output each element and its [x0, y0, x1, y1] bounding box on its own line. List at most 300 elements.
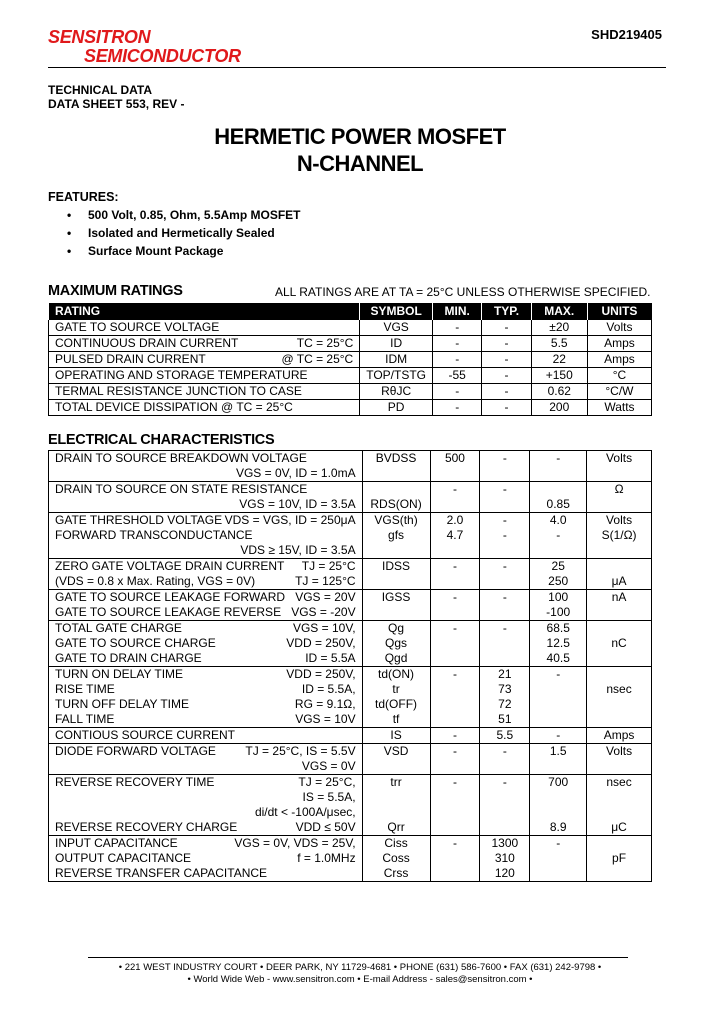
max-value: 12.5	[546, 636, 570, 650]
test-condition: VGS = 0V, ID = 1.0mA	[235, 466, 356, 480]
min-value: -	[452, 728, 457, 742]
parameter-label: DIODE FORWARD VOLTAGE	[55, 744, 216, 758]
table-row	[49, 513, 652, 559]
typ-value: 21	[498, 667, 512, 681]
units-cell	[587, 667, 652, 728]
symbol-value: Qg	[388, 621, 405, 635]
test-condition: VGS = 0V	[301, 759, 356, 773]
test-condition: ID = 5.5A	[305, 651, 356, 665]
parameter-label: DRAIN TO SOURCE BREAKDOWN VOLTAGE	[55, 451, 307, 465]
test-condition: VGS = 20V	[295, 590, 356, 604]
symbol-value	[369, 805, 424, 820]
column-header: UNITS	[587, 304, 651, 320]
min-value: -	[452, 621, 457, 635]
max-value: 700	[548, 775, 569, 789]
parameter-line	[55, 605, 356, 620]
min-cell	[430, 482, 480, 513]
units-cell	[587, 482, 652, 513]
typ-cell: -	[482, 336, 531, 352]
table-row	[49, 775, 652, 836]
max-value: 0.85	[546, 497, 570, 511]
symbol-cell: PD	[360, 400, 433, 416]
units-value: Volts	[606, 451, 633, 465]
table-row	[49, 368, 652, 384]
typ-cell	[480, 482, 530, 513]
symbol-cell	[362, 836, 430, 882]
units-value: Volts	[606, 744, 633, 758]
max-value: 1.5	[549, 744, 567, 758]
tech-data-block	[48, 83, 184, 111]
symbol-cell	[362, 590, 430, 621]
symbol-value: IGSS	[381, 590, 411, 604]
parameter-cell	[49, 590, 363, 621]
data-sheet-revision: DATA SHEET 553, REV -	[48, 97, 185, 111]
feature-item: • 500 Volt, 0.85, Ohm, 5.5Amp MOSFET	[88, 208, 301, 222]
max-value: 100	[548, 590, 569, 604]
max-cell	[530, 728, 587, 744]
table-row	[49, 451, 652, 482]
min-value: -	[452, 482, 457, 496]
test-condition: f = 1.0MHz	[297, 851, 356, 865]
company-logo-line1: SENSITRON	[48, 27, 151, 47]
electrical-heading: ELECTRICAL CHARACTERISTICS	[48, 432, 275, 448]
symbol-value: Qgs	[385, 636, 408, 650]
parameter-line	[55, 590, 356, 605]
rating-cell	[49, 400, 360, 416]
symbol-value: Crss	[383, 866, 409, 880]
typ-cell: -	[482, 352, 531, 368]
table-row	[49, 667, 652, 728]
test-condition: TJ = 25°C,	[298, 775, 356, 789]
max-value: -	[556, 836, 561, 850]
typ-cell: -	[482, 384, 531, 400]
min-cell: -55	[433, 368, 482, 384]
parameter-line	[55, 667, 356, 682]
symbol-value: gfs	[388, 528, 405, 542]
max-ratings-table	[48, 303, 652, 416]
units-cell: Watts	[587, 400, 651, 416]
units-cell	[587, 559, 652, 590]
symbol-cell	[362, 621, 430, 667]
typ-cell	[480, 559, 530, 590]
parameter-cell	[49, 744, 363, 775]
symbol-value: Qrr	[387, 820, 405, 834]
footer-address: • 221 WEST INDUSTRY COURT • DEER PARK, NY 11729-4681 • PHONE (631) 586-7600 • FAX (631) 242-9798 •	[118, 962, 602, 973]
table-row	[49, 559, 652, 590]
parameter-line	[55, 712, 356, 727]
min-cell	[430, 775, 480, 836]
typ-value: 1300	[491, 836, 519, 850]
min-value: 2.0	[446, 513, 464, 527]
max-value: -	[556, 667, 561, 681]
typ-cell	[480, 728, 530, 744]
min-value: -	[452, 559, 457, 573]
symbol-value: tr	[392, 682, 400, 696]
parameter-label: TURN OFF DELAY TIME	[55, 697, 190, 711]
min-cell	[430, 513, 480, 559]
min-value: 500	[444, 451, 465, 465]
feature-item: • Surface Mount Package	[88, 244, 223, 258]
parameter-label: GATE THRESHOLD VOLTAGE	[55, 513, 223, 527]
parameter-line	[55, 775, 356, 790]
typ-value: -	[502, 528, 507, 542]
typ-value: 72	[498, 697, 512, 711]
rating-label: TOTAL DEVICE DISSIPATION @ TC = 25°C	[55, 400, 293, 414]
symbol-cell	[362, 513, 430, 559]
table-row	[49, 482, 652, 513]
units-cell	[587, 590, 652, 621]
min-value: -	[452, 836, 457, 850]
table-row	[49, 728, 652, 744]
typ-cell	[480, 744, 530, 775]
units-value: μA	[611, 574, 627, 588]
parameter-cell	[49, 482, 363, 513]
symbol-cell: TOP/TSTG	[360, 368, 433, 384]
symbol-value: IDSS	[382, 559, 411, 573]
parameter-label: OUTPUT CAPACITANCE	[55, 851, 192, 865]
page-title: HERMETIC POWER MOSFET	[214, 124, 506, 149]
part-number: SHD219405	[591, 27, 662, 42]
parameter-line	[55, 513, 356, 528]
symbol-cell: ID	[360, 336, 433, 352]
table-row	[49, 744, 652, 775]
symbol-value: VGS(th)	[374, 513, 418, 527]
units-cell: °C	[587, 368, 651, 384]
typ-value: -	[502, 775, 507, 789]
parameter-line	[55, 805, 356, 820]
symbol-cell	[362, 482, 430, 513]
feature-item: • Isolated and Hermetically Sealed	[88, 226, 275, 240]
parameter-line	[55, 482, 356, 497]
parameter-cell	[49, 775, 363, 836]
units-value: nsec	[606, 775, 632, 789]
parameter-line	[55, 836, 356, 851]
parameter-label: INPUT CAPACITANCE	[55, 836, 178, 850]
parameter-line	[55, 451, 356, 466]
test-condition: VGS = -20V	[291, 605, 356, 619]
parameter-line	[55, 744, 356, 759]
column-header: MIN.	[433, 304, 482, 320]
units-cell	[587, 451, 652, 482]
parameter-cell	[49, 621, 363, 667]
max-cell	[530, 513, 587, 559]
parameter-line	[55, 543, 356, 558]
parameter-label: (VDS = 0.8 x Max. Rating, VGS = 0V)	[55, 574, 256, 588]
units-value	[593, 621, 645, 636]
symbol-cell	[362, 728, 430, 744]
max-cell: 200	[531, 400, 587, 416]
units-cell	[587, 744, 652, 775]
parameter-line	[55, 866, 356, 881]
units-cell: Amps	[587, 336, 651, 352]
test-condition: TJ = 125°C	[295, 574, 356, 588]
typ-cell	[480, 621, 530, 667]
typ-value: -	[502, 744, 507, 758]
typ-cell	[480, 451, 530, 482]
max-cell: 5.5	[531, 336, 587, 352]
max-ratings-heading: MAXIMUM RATINGS	[48, 283, 183, 299]
typ-cell	[480, 590, 530, 621]
units-cell	[587, 775, 652, 836]
column-header: MAX.	[531, 304, 587, 320]
table-row	[49, 320, 652, 336]
max-cell: ±20	[531, 320, 587, 336]
min-cell	[430, 559, 480, 590]
units-cell	[587, 621, 652, 667]
min-cell: -	[433, 336, 482, 352]
symbol-cell: RθJC	[360, 384, 433, 400]
footer-divider	[88, 957, 628, 958]
max-cell	[530, 590, 587, 621]
table-row	[49, 352, 652, 368]
min-value: -	[452, 667, 457, 681]
test-condition: IS = 5.5A,	[302, 790, 356, 804]
max-cell	[530, 482, 587, 513]
rating-condition: TC = 25°C	[296, 336, 354, 350]
parameter-label: REVERSE RECOVERY TIME	[55, 775, 215, 789]
units-value: S(1/Ω)	[601, 528, 637, 542]
parameter-label: RISE TIME	[55, 682, 115, 696]
company-logo-line2: SEMICONDUCTOR	[84, 46, 241, 66]
typ-cell	[480, 513, 530, 559]
parameter-line	[55, 621, 356, 636]
rating-cell	[49, 384, 360, 400]
parameter-cell	[49, 559, 363, 590]
units-value: nsec	[606, 682, 632, 696]
table-row	[49, 590, 652, 621]
symbol-value: BVDSS	[375, 451, 417, 465]
min-cell: -	[433, 352, 482, 368]
table-row	[49, 836, 652, 882]
symbol-value: Coss	[382, 851, 410, 865]
table-header-row	[49, 304, 652, 320]
symbol-value: tf	[392, 712, 400, 726]
symbol-value: IS	[390, 728, 402, 742]
symbol-value: RDS(ON)	[370, 497, 422, 511]
parameter-line	[55, 466, 356, 481]
table-row	[49, 400, 652, 416]
max-cell: +150	[531, 368, 587, 384]
symbol-value: td(ON)	[378, 667, 415, 681]
parameter-label: GATE TO SOURCE LEAKAGE FORWARD	[55, 590, 286, 604]
test-condition: VGS = 0V, VDS = 25V,	[234, 836, 356, 850]
typ-value: -	[502, 559, 507, 573]
parameter-line	[55, 497, 356, 512]
header-divider	[48, 67, 666, 68]
units-cell: °C/W	[587, 384, 651, 400]
min-value: -	[452, 775, 457, 789]
min-cell	[430, 728, 480, 744]
units-value: Amps	[603, 728, 635, 742]
parameter-line	[55, 728, 356, 743]
column-header: TYP.	[482, 304, 531, 320]
max-cell	[530, 559, 587, 590]
units-value: μC	[611, 820, 627, 834]
parameter-line	[55, 820, 356, 835]
typ-value: -	[502, 482, 507, 496]
parameter-label: FORWARD TRANSCONDUCTANCE	[55, 528, 253, 542]
typ-cell: -	[482, 368, 531, 384]
units-value: nA	[611, 590, 627, 604]
test-condition: TJ = 25°C, IS = 5.5V	[245, 744, 356, 758]
test-condition: VDD = 250V,	[286, 667, 356, 681]
rating-label: TERMAL RESISTANCE JUNCTION TO CASE	[55, 384, 302, 398]
max-value: -	[556, 728, 561, 742]
max-value: -	[556, 528, 561, 542]
max-cell	[530, 621, 587, 667]
parameter-label: GATE TO SOURCE CHARGE	[55, 636, 216, 650]
test-condition: VDD = 250V,	[286, 636, 356, 650]
parameter-cell	[49, 667, 363, 728]
test-condition: RG = 9.1Ω,	[294, 697, 356, 711]
min-cell	[430, 744, 480, 775]
symbol-cell	[362, 667, 430, 728]
symbol-value: VSD	[383, 744, 409, 758]
parameter-line	[55, 790, 356, 805]
page-subtitle: N-CHANNEL	[296, 151, 424, 176]
parameter-label: REVERSE TRANSFER CAPACITANCE	[55, 866, 268, 880]
parameter-line	[55, 651, 356, 666]
tech-data-label: TECHNICAL DATA	[48, 83, 152, 97]
parameter-label: TOTAL GATE CHARGE	[55, 621, 182, 635]
rating-cell	[49, 320, 360, 336]
units-cell: Amps	[587, 352, 651, 368]
typ-cell: -	[482, 320, 531, 336]
parameter-label: REVERSE RECOVERY CHARGE	[55, 820, 238, 834]
rating-label: PULSED DRAIN CURRENT	[55, 352, 206, 366]
max-value: 250	[548, 574, 569, 588]
typ-cell	[480, 667, 530, 728]
symbol-value: Qgd	[384, 651, 408, 665]
units-value	[593, 559, 645, 574]
symbol-value	[369, 790, 424, 805]
test-condition: di/dt < -100A/μsec,	[254, 805, 356, 819]
test-condition: VGS = 10V, ID = 3.5A	[239, 497, 356, 511]
parameter-label: FALL TIME	[55, 712, 115, 726]
parameter-line	[55, 682, 356, 697]
max-value	[536, 805, 580, 820]
typ-value: 310	[494, 851, 515, 865]
units-value	[593, 790, 645, 805]
units-cell	[587, 728, 652, 744]
typ-value: 5.5	[496, 728, 514, 742]
max-value	[536, 482, 580, 497]
typ-value: -	[502, 513, 507, 527]
typ-value: -	[502, 451, 507, 465]
parameter-line	[55, 559, 356, 574]
min-cell	[430, 836, 480, 882]
parameter-line	[55, 636, 356, 651]
symbol-cell: VGS	[360, 320, 433, 336]
min-value: -	[452, 744, 457, 758]
parameter-line	[55, 851, 356, 866]
max-cell	[530, 836, 587, 882]
symbol-value: Ciss	[384, 836, 408, 850]
units-value: pF	[612, 851, 627, 865]
parameter-line	[55, 574, 356, 589]
parameter-cell	[49, 451, 363, 482]
units-cell	[587, 836, 652, 882]
max-value: 8.9	[549, 820, 567, 834]
parameter-label: ZERO GATE VOLTAGE DRAIN CURRENT	[55, 559, 285, 573]
min-cell: -	[433, 320, 482, 336]
symbol-value	[369, 482, 424, 497]
symbol-cell	[362, 451, 430, 482]
table-row	[49, 621, 652, 667]
min-cell	[430, 451, 480, 482]
column-header: SYMBOL	[360, 304, 433, 320]
max-cell	[530, 667, 587, 728]
parameter-label: TURN ON DELAY TIME	[55, 667, 184, 681]
min-cell	[430, 621, 480, 667]
parameter-cell	[49, 728, 363, 744]
typ-value: 120	[494, 866, 515, 880]
test-condition: VDS = VGS, ID = 250μA	[224, 513, 356, 527]
table-row	[49, 384, 652, 400]
typ-cell: -	[482, 400, 531, 416]
parameter-label: DRAIN TO SOURCE ON STATE RESISTANCE	[55, 482, 308, 496]
table-row	[49, 336, 652, 352]
units-cell	[587, 513, 652, 559]
test-condition: VGS = 10V,	[292, 621, 356, 635]
units-value	[593, 805, 645, 820]
min-value: -	[452, 590, 457, 604]
max-cell	[530, 744, 587, 775]
units-value	[593, 836, 645, 851]
test-condition: TJ = 25°C	[301, 559, 356, 573]
ratings-note: ALL RATINGS ARE AT TA = 25°C UNLESS OTHERWISE SPECIFIED.	[275, 285, 651, 299]
symbol-cell: IDM	[360, 352, 433, 368]
max-cell	[530, 451, 587, 482]
test-condition: VGS = 10V	[295, 712, 356, 726]
parameter-label: CONTIOUS SOURCE CURRENT	[55, 728, 236, 742]
units-cell: Volts	[587, 320, 651, 336]
units-value: Ω	[614, 482, 624, 496]
parameter-line	[55, 697, 356, 712]
typ-value: -	[502, 590, 507, 604]
test-condition: VDD ≤ 50V	[295, 820, 356, 834]
typ-cell	[480, 836, 530, 882]
parameter-line	[55, 759, 356, 774]
parameter-label: GATE TO SOURCE LEAKAGE REVERSE	[55, 605, 282, 619]
typ-value: 73	[498, 682, 512, 696]
test-condition: ID = 5.5A,	[301, 682, 356, 696]
max-cell: 22	[531, 352, 587, 368]
typ-value: 51	[498, 712, 512, 726]
test-condition: VDS ≥ 15V, ID = 3.5A	[240, 543, 356, 557]
rating-cell	[49, 336, 360, 352]
column-header: RATING	[49, 304, 360, 320]
max-value: 25	[551, 559, 565, 573]
min-cell: -	[433, 384, 482, 400]
symbol-value: td(OFF)	[375, 697, 418, 711]
max-value: -	[556, 451, 561, 465]
parameter-label: GATE TO DRAIN CHARGE	[55, 651, 202, 665]
typ-value: -	[502, 621, 507, 635]
max-value: -100	[546, 605, 571, 619]
rating-cell	[49, 352, 360, 368]
max-cell	[530, 775, 587, 836]
max-value: 40.5	[546, 651, 570, 665]
min-cell	[430, 667, 480, 728]
rating-label: CONTINUOUS DRAIN CURRENT	[55, 336, 239, 350]
symbol-cell	[362, 559, 430, 590]
symbol-cell	[362, 775, 430, 836]
min-cell	[430, 590, 480, 621]
max-value: 4.0	[549, 513, 567, 527]
rating-cell	[49, 368, 360, 384]
max-value: 68.5	[546, 621, 570, 635]
